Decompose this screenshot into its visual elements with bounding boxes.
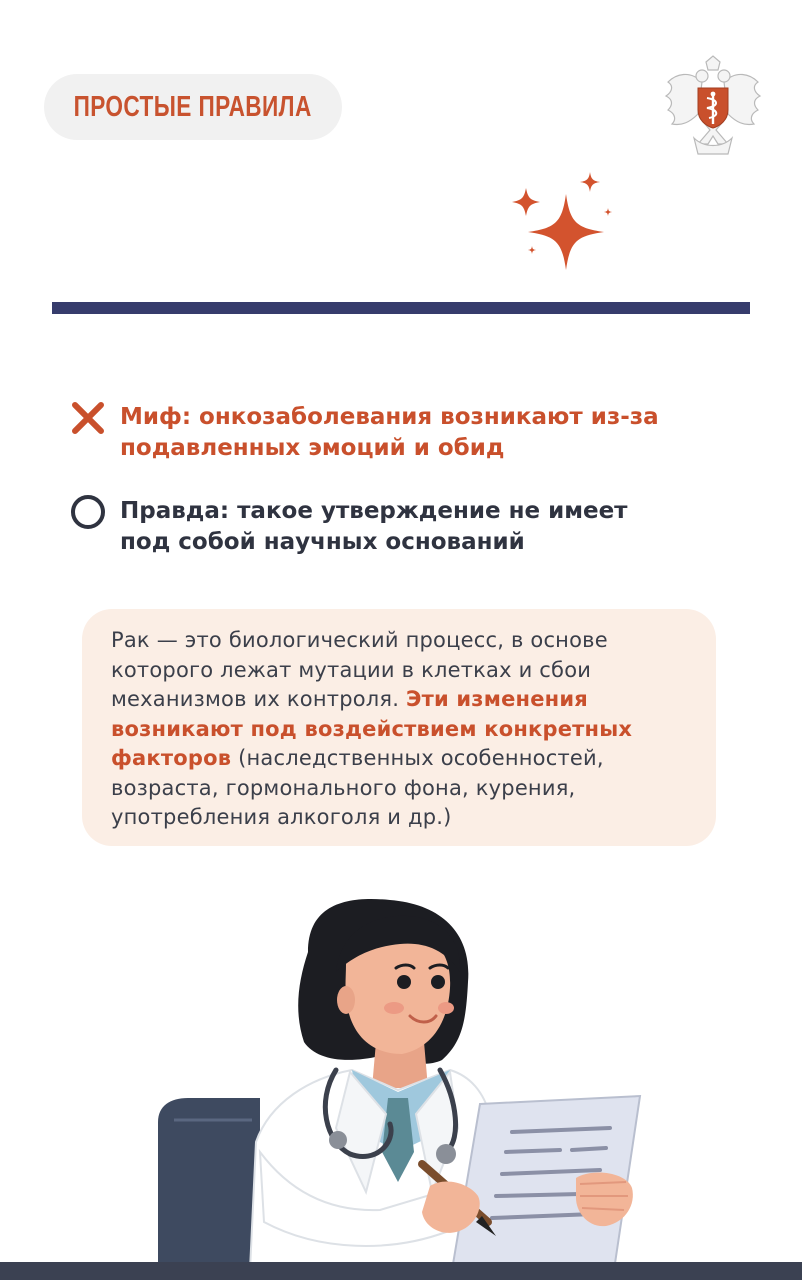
explanation-card [82, 609, 716, 846]
truth-statement [70, 496, 680, 558]
doctor-illustration [140, 892, 660, 1270]
footer-bar [0, 1262, 802, 1280]
myth-statement [70, 402, 680, 464]
title-badge [44, 74, 342, 140]
sparkles-icon [506, 168, 618, 274]
explanation-text-start: Рак — это биологический процесс, в основе которого лежат мутации в клетках и сбои механизмов их контроля. [111, 628, 608, 711]
chair [158, 1098, 260, 1270]
circle-icon [70, 494, 106, 530]
truth-text: Правда: такое утверждение не имеет под собой научных оснований [120, 498, 628, 555]
myth-text: Миф: онкозаболевания возникают из-за подавленных эмоций и обид [120, 404, 659, 461]
explanation-highlight: Эти изменения возникают под воздействием конкретных факторов [111, 687, 633, 770]
cross-icon [70, 400, 106, 436]
badge-label: ПРОСТЫЕ ПРАВИЛА [73, 90, 313, 123]
section-divider [52, 302, 750, 314]
explanation-text-end: (наследственных особенностей, возраста, гормонального фона, курения, употребления алкоголя и др.) [111, 746, 604, 829]
ministry-emblem-icon [664, 52, 762, 158]
